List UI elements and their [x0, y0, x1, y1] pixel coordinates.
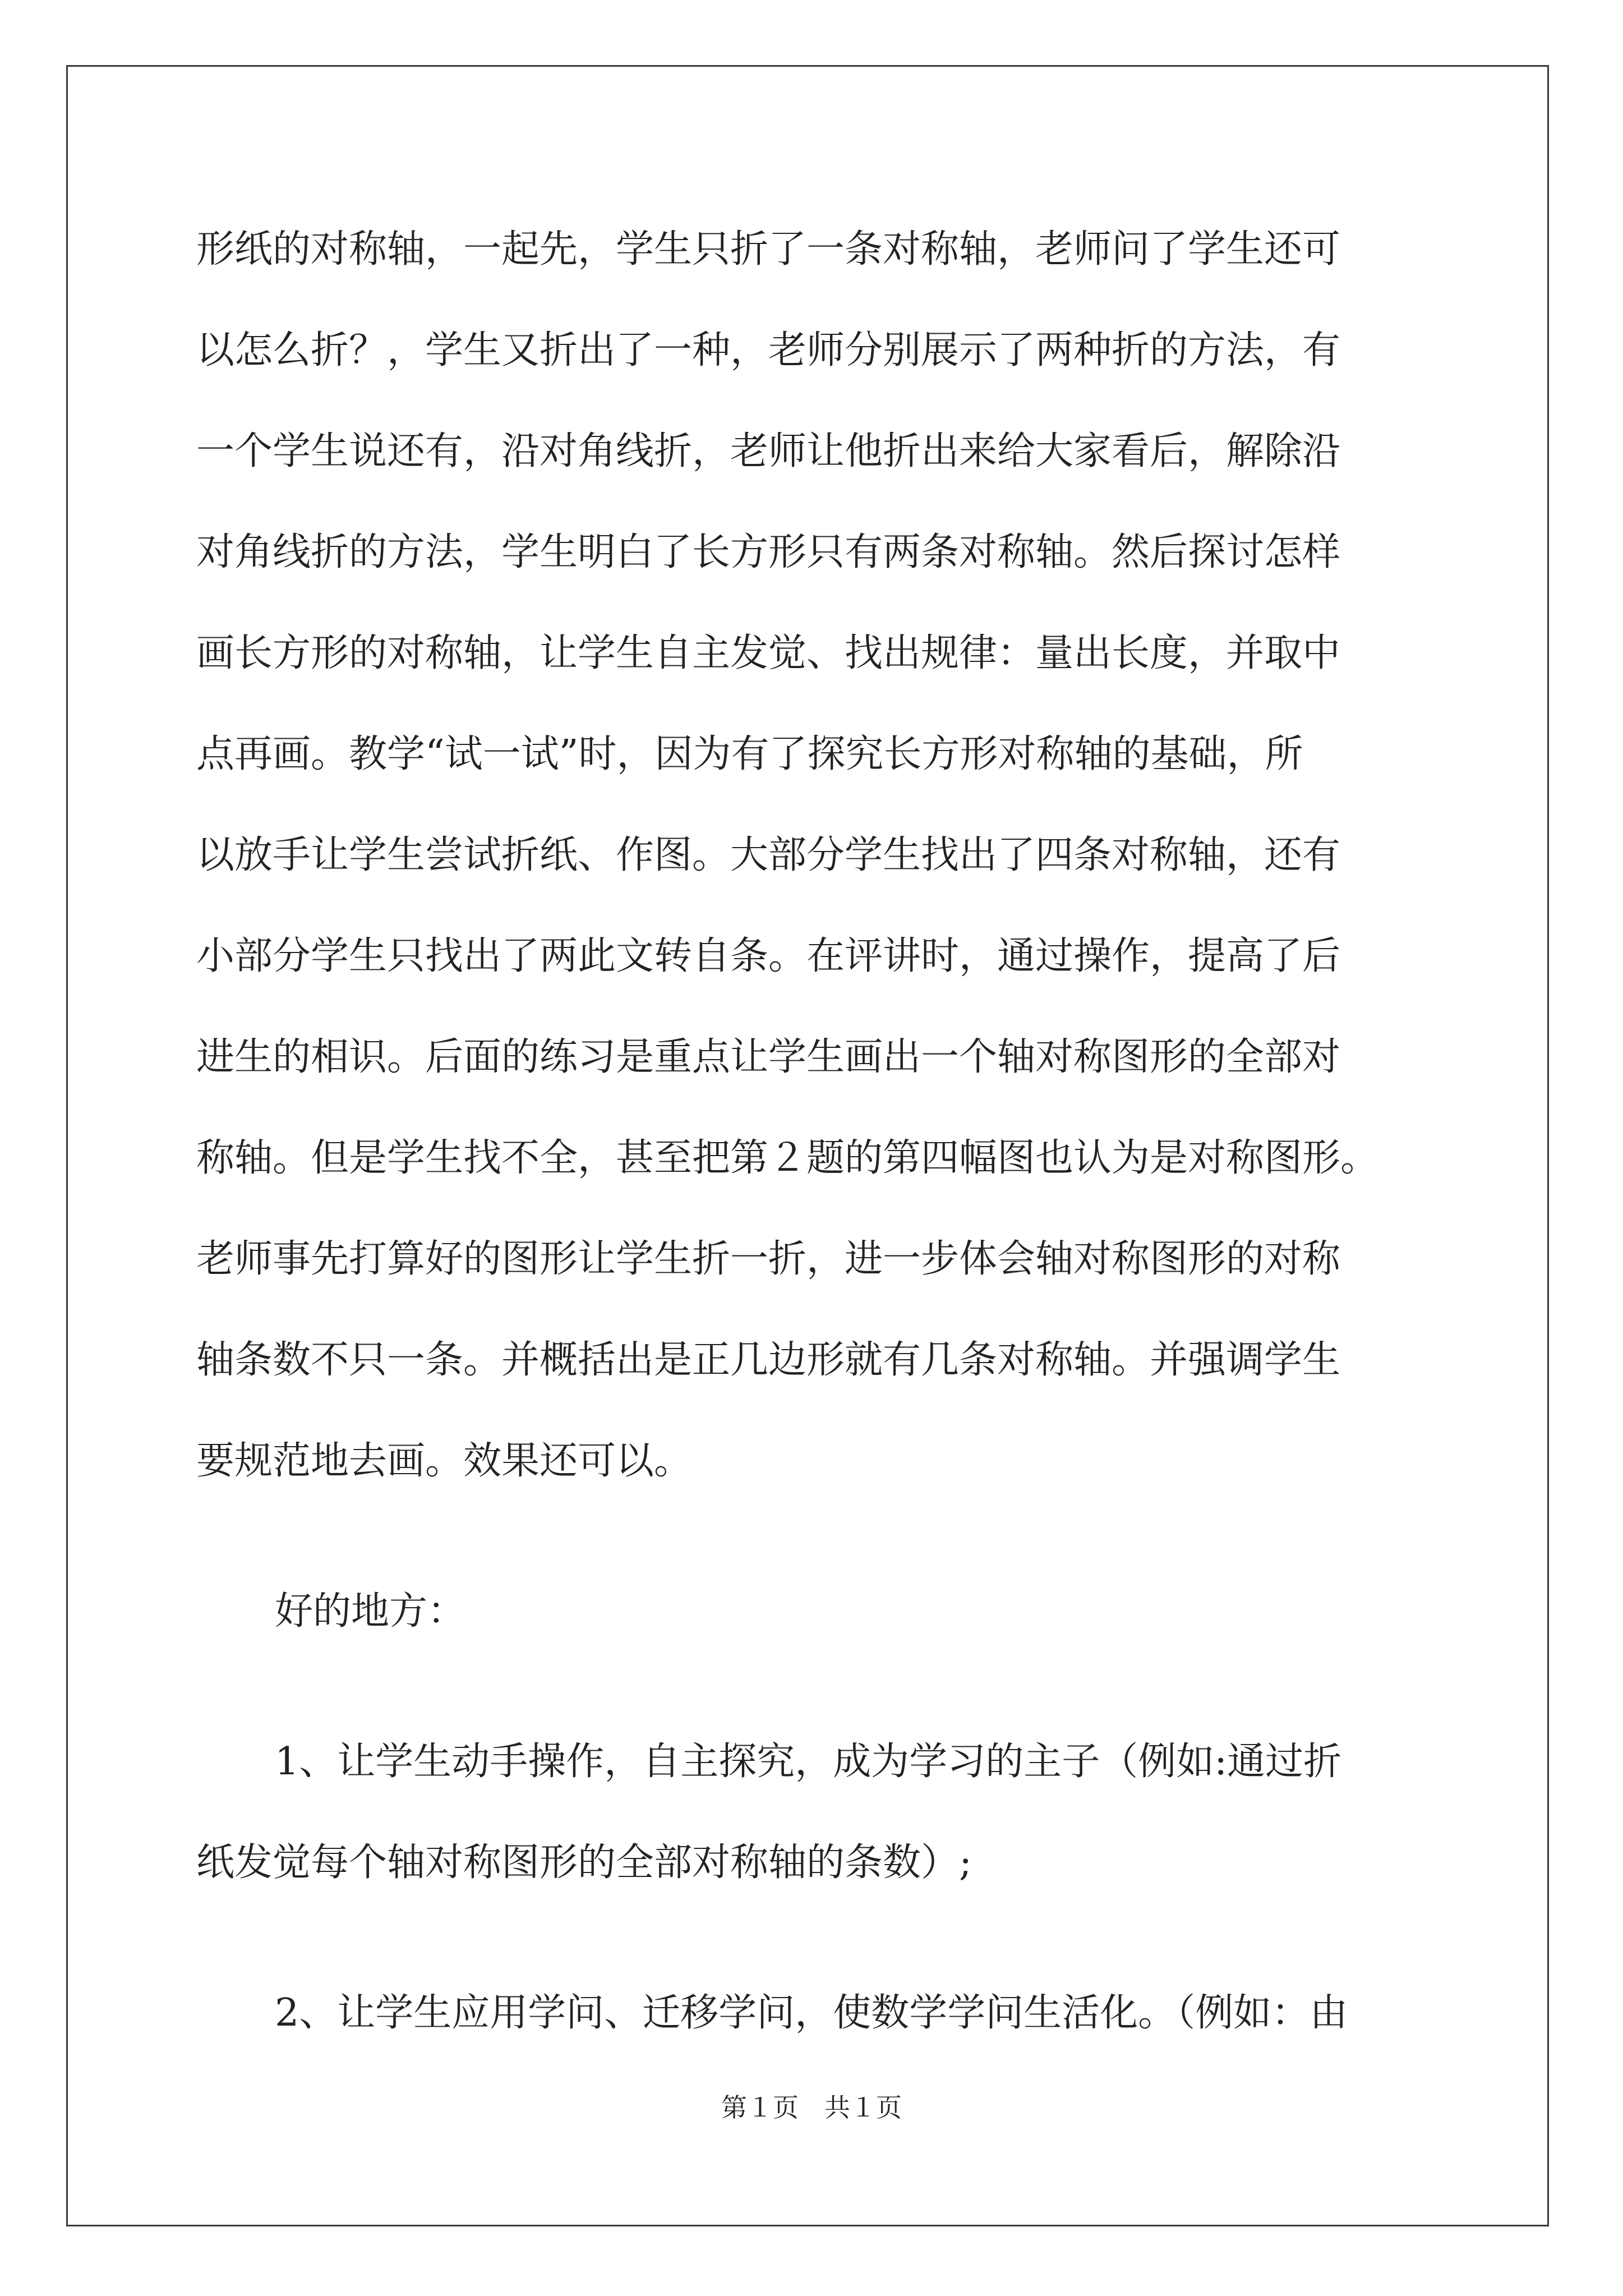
paragraph-line: 称轴。但是学生找不全，甚至把第２题的第四幅图也认为是对称图形。 — [196, 1136, 1379, 1180]
paragraph-line: 老师事先打算好的图形让学生折一折，进一步体会轴对称图形的对称 — [196, 1237, 1341, 1281]
list-item-2-line: 2、让学生应用学问、迁移学问，使数学学问生活化。（例如：由 — [275, 1991, 1348, 2035]
list-item-1-line: 1、让学生动手操作，自主探究，成为学习的主子（例如:通过折 — [275, 1740, 1342, 1784]
paragraph-line: 画长方形的对称轴，让学生自主发觉、找出规律：量出长度，并取中 — [196, 631, 1341, 675]
page-footer: 第１页 共１页 — [721, 2092, 902, 2123]
document-body — [196, 199, 1441, 2064]
paragraph-line: 要规范地去画。效果还可以。 — [196, 1439, 693, 1483]
paragraph-line: 轴条数不只一条。并概括出是正几边形就有几条对称轴。并强调学生 — [196, 1338, 1341, 1382]
paragraph-line: 小部分学生只找出了两此文转自条。在评讲时，通过操作，提高了后 — [196, 934, 1341, 978]
paragraph-line: 以放手让学生尝试折纸、作图。大部分学生找出了四条对称轴，还有 — [196, 833, 1341, 877]
paragraph-line: 形纸的对称轴，一起先，学生只折了一条对称轴，老师问了学生还可 — [196, 227, 1341, 272]
paragraph-line: 一个学生说还有，沿对角线折，老师让他折出来给大家看后，解除沿 — [196, 429, 1341, 473]
paragraph-line: 对角线折的方法，学生明白了长方形只有两条对称轴。然后探讨怎样 — [196, 530, 1341, 574]
paragraph-line: 以怎么折？，学生又折出了一种，老师分别展示了两种折的方法，有 — [196, 328, 1341, 372]
paragraph-line: 进生的相识。后面的练习是重点让学生画出一个轴对称图形的全部对 — [196, 1035, 1341, 1079]
section-heading: 好的地方： — [275, 1589, 466, 1634]
paragraph-line: 点再画。教学“试一试”时，因为有了探究长方形对称轴的基础，所 — [196, 732, 1303, 776]
list-item-1-line: 纸发觉每个轴对称图形的全部对称轴的条数）; — [196, 1841, 972, 1885]
